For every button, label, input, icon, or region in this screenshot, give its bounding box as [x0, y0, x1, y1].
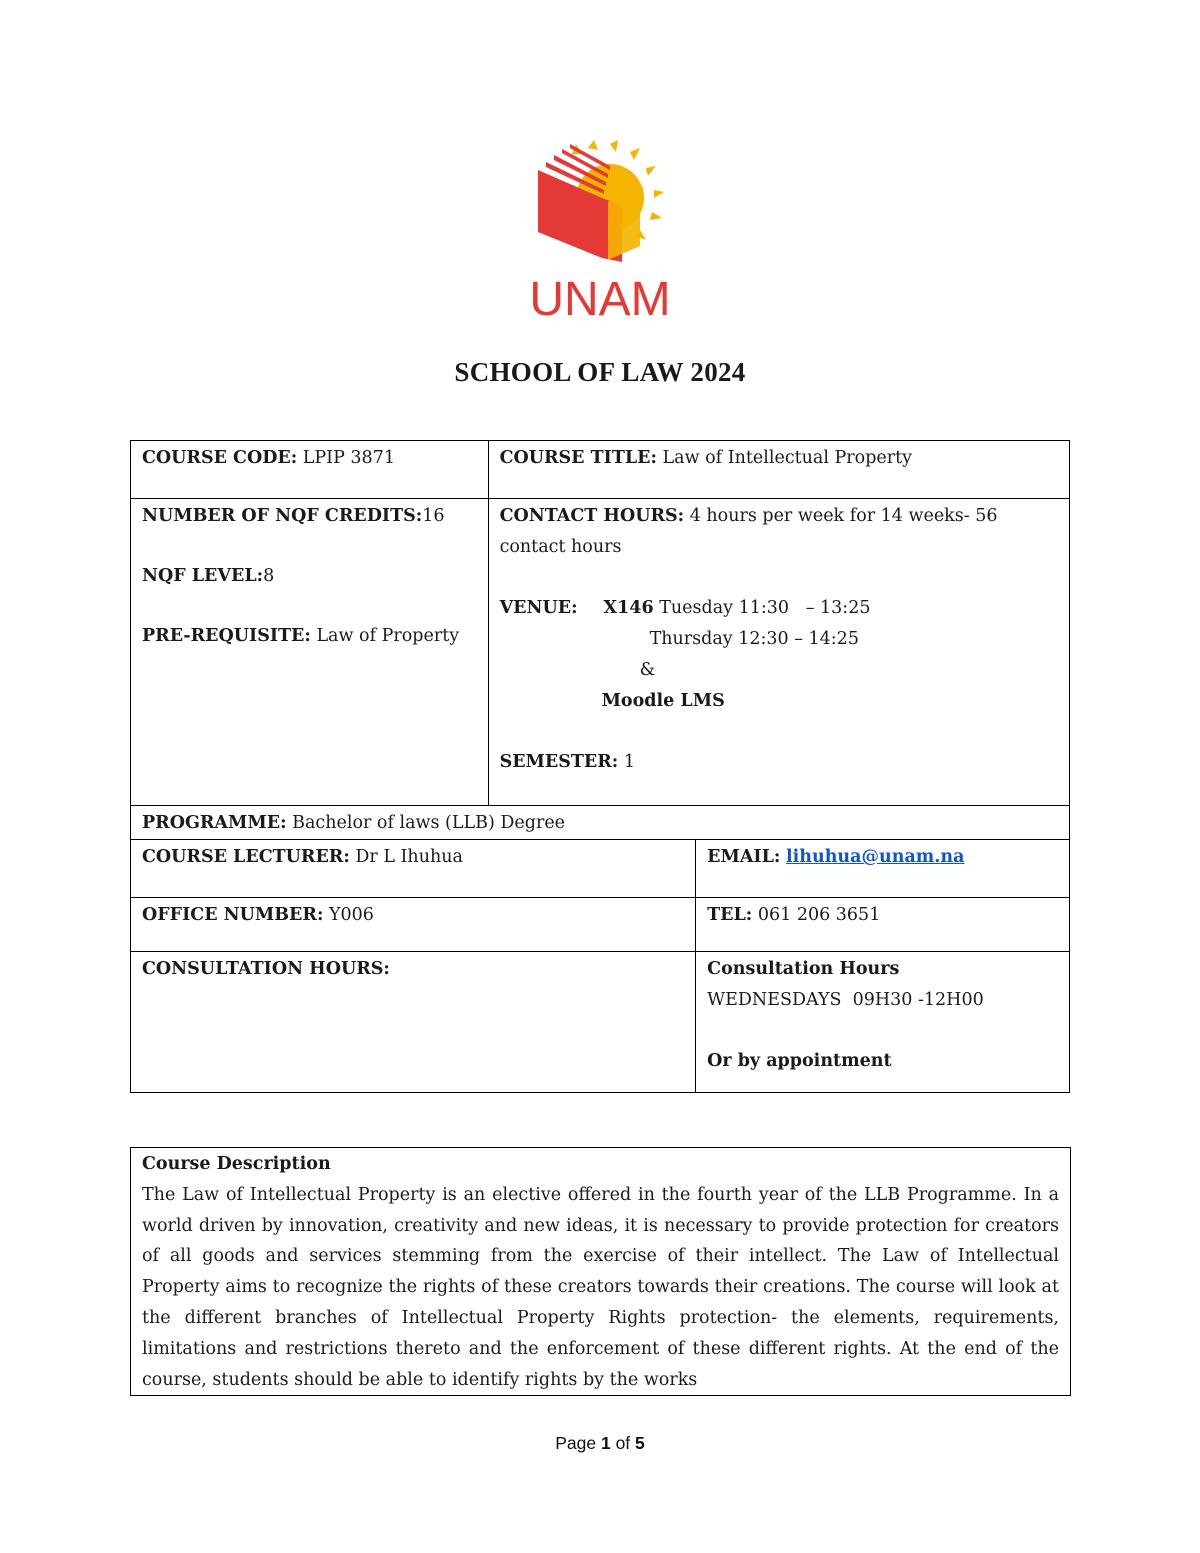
credits-cell — [131, 499, 489, 806]
footer-total: 5 — [635, 1433, 645, 1453]
office-label: OFFICE NUMBER: — [142, 905, 324, 925]
lecturer-label: COURSE LECTURER: — [142, 847, 350, 867]
footer-page: 1 — [600, 1433, 611, 1453]
venue-ampersand: & — [639, 660, 656, 680]
course-title-cell — [488, 441, 1069, 499]
consultation-alt: Or by appointment — [707, 1051, 892, 1071]
contact-hours-label: CONTACT HOURS: — [499, 506, 685, 526]
venue-label: VENUE: — [499, 598, 578, 618]
page-footer — [0, 1433, 1200, 1454]
email-cell — [696, 840, 1070, 898]
programme-value: Bachelor of laws (LLB) Degree — [292, 813, 566, 833]
footer-prefix: Page — [555, 1433, 597, 1453]
office-value: Y006 — [328, 905, 374, 925]
venue-time-tuesday: Tuesday 11:30 – 13:25 — [659, 598, 871, 618]
lecturer-cell — [131, 840, 696, 898]
tel-label: TEL: — [707, 905, 753, 925]
email-link[interactable]: lihuhua@unam.na — [785, 847, 965, 867]
course-title-value: Law of Intellectual Property — [662, 448, 913, 468]
unam-wordmark: UNAM — [529, 273, 671, 325]
venue-time-thursday: Thursday 12:30 – 14:25 — [649, 629, 859, 649]
credits-label: NUMBER OF NQF CREDITS: — [142, 506, 423, 526]
course-description-box — [130, 1147, 1071, 1396]
row-consultation — [131, 952, 1070, 1093]
page-title: SCHOOL OF LAW 2024 — [454, 357, 746, 387]
consultation-label: CONSULTATION HOURS: — [142, 959, 390, 979]
contact-hours-value: 4 hours per week for 14 weeks- 56 contact hours — [499, 506, 998, 557]
course-title-label: COURSE TITLE: — [499, 448, 657, 468]
footer-of: of — [615, 1433, 631, 1453]
course-code-label: COURSE CODE: — [142, 448, 298, 468]
email-label: EMAIL: — [707, 847, 781, 867]
venue-online: Moodle LMS — [601, 691, 725, 711]
consultation-details-cell — [696, 952, 1070, 1093]
programme-cell — [131, 806, 1070, 840]
semester-label: SEMESTER: — [499, 752, 619, 772]
office-cell — [131, 898, 696, 952]
tel-value: 061 206 3651 — [757, 905, 881, 925]
prereq-label: PRE-REQUISITE: — [142, 626, 311, 646]
venue-room: X146 — [603, 598, 654, 618]
book-sun-logo-icon — [490, 140, 710, 325]
unam-logo — [490, 140, 710, 325]
tel-cell — [696, 898, 1070, 952]
course-info-table — [130, 440, 1070, 1093]
row-credits-contact — [131, 499, 1070, 806]
credits-value: 16 — [422, 506, 445, 526]
consultation-label-cell — [131, 952, 696, 1093]
row-code-title — [131, 441, 1070, 499]
row-lecturer-email — [131, 840, 1070, 898]
row-programme — [131, 806, 1070, 840]
contact-cell — [488, 499, 1069, 806]
row-office-tel — [131, 898, 1070, 952]
course-code-value: LPIP 3871 — [302, 448, 395, 468]
description-text: The Law of Intellectual Property is an elective offered in the fourth year of the LLB Programme. In a world driven by innovation, creativity and new ideas, it is necessary to provide protection for creators of all goods and services stemming from the exercise of their intellect. The Law of Intellectual Property aims to recognize the rights of these creators towards their creations. The course will look at the different branches of Intellectual Property Rights protection- the elements, requirements, limitations and restrictions thereto and the enforcement of these different rights. At the end of the course, students should be able to identify rights by the works — [142, 1184, 1059, 1390]
description-heading: Course Description — [142, 1154, 331, 1174]
semester-value: 1 — [623, 752, 635, 772]
lecturer-value: Dr L Ihuhua — [355, 847, 463, 867]
prereq-value: Law of Property — [316, 626, 460, 646]
nqf-level-value: 8 — [263, 566, 275, 586]
course-code-cell — [131, 441, 489, 499]
consultation-time: WEDNESDAYS 09H30 -12H00 — [707, 990, 984, 1010]
nqf-level-label: NQF LEVEL: — [142, 566, 264, 586]
programme-label: PROGRAMME: — [142, 813, 287, 833]
consultation-heading: Consultation Hours — [707, 959, 900, 979]
